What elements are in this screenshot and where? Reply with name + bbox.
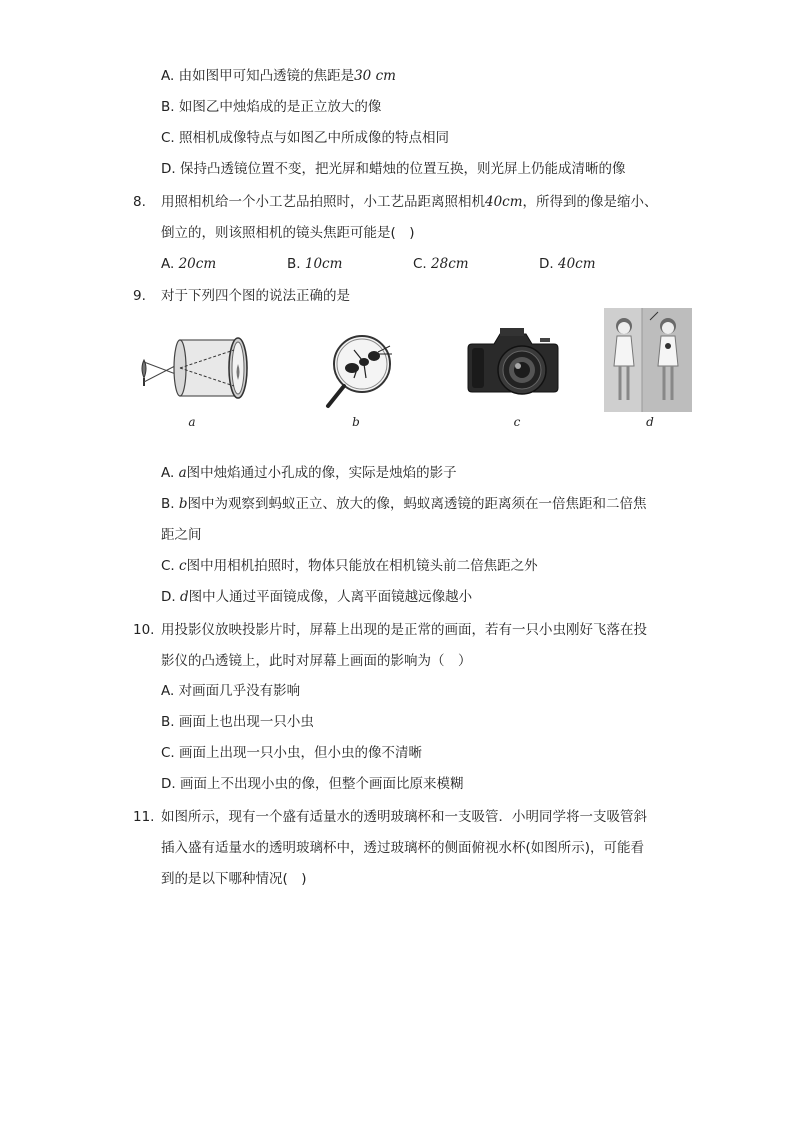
pinhole-camera-figure <box>134 328 256 406</box>
q9-option-a-text: 图中烛焰通过小孔成的像，实际是烛焰的影子 <box>186 465 457 481</box>
q10-number: 10. <box>133 622 155 638</box>
q9-option-d <box>161 587 472 607</box>
q8-distance-value: 40cm <box>485 194 523 210</box>
q8-option-a-label: A. <box>161 256 175 272</box>
figure-d-caption: d <box>646 415 654 429</box>
q8-stem-line2: 倒立的，则该照相机的镜头焦距可能是( ) <box>161 225 415 241</box>
q8-option-a-value: 20cm <box>178 256 217 272</box>
q8-stem-text: 用照相机给一个小工艺品拍照时，小工艺品距离照相机 <box>161 194 485 210</box>
q9-option-a-var: a <box>178 465 187 481</box>
camera-figure <box>466 322 560 398</box>
q9-option-a-label: A. <box>161 465 175 481</box>
q9-option-b-text: 图中为观察到蚂蚁正立、放大的像，蚂蚁离透镜的距离须在一倍焦距和二倍焦 <box>187 496 647 512</box>
q7-option-a <box>161 66 396 86</box>
q9-option-a <box>161 463 457 483</box>
q10-option-b: B. 画面上也出现一只小虫 <box>161 714 314 730</box>
q10-option-c: C. 画面上出现一只小虫，但小虫的像不清晰 <box>161 745 423 761</box>
q9-option-b <box>161 494 647 514</box>
q8-stem-text-end: ，所得到的像是缩小、 <box>522 194 658 210</box>
q8-option-b-label: B. <box>287 256 301 272</box>
q11-stem-line2: 插入盛有适量水的透明玻璃杯中，透过玻璃杯的侧面俯视水杯(如图所示)，可能看 <box>161 840 645 856</box>
magnifier-ant-figure <box>318 328 404 412</box>
q8-option-d-label: D. <box>539 256 554 272</box>
q9-option-d-label: D. <box>161 589 176 605</box>
q10-option-d: D. 画面上不出现小虫的像，但整个画面比原来模糊 <box>161 776 464 792</box>
figure-b-caption: b <box>352 415 360 429</box>
q8-option-d <box>539 254 596 274</box>
q11-stem-line1: 如图所示，现有一个盛有适量水的透明玻璃杯和一支吸管．小明同学将一支吸管斜 <box>161 809 647 825</box>
q9-option-c-var: c <box>179 558 187 574</box>
q8-option-b <box>287 254 342 274</box>
q10-option-a: A. 对画面几乎没有影响 <box>161 683 301 699</box>
figure-a-caption: a <box>188 415 196 429</box>
q9-option-d-var: d <box>179 589 189 605</box>
figure-c-caption: c <box>513 415 521 429</box>
q8-option-d-value: 40cm <box>557 256 596 272</box>
q10-stem-line1: 用投影仪放映投影片时，屏幕上出现的是正常的画面，若有一只小虫刚好飞落在投 <box>161 622 647 638</box>
q9-option-b-cont: 距之间 <box>161 527 202 543</box>
q11-stem-line3: 到的是以下哪种情况( ) <box>161 871 307 887</box>
q8-option-c-value: 28cm <box>431 256 469 272</box>
q8-option-b-value: 10cm <box>304 256 343 272</box>
q7-option-c: C. 照相机成像特点与如图乙中所成像的特点相同 <box>161 130 450 146</box>
q8-number: 8. <box>133 194 146 210</box>
q7-option-a-text: A. 由如图甲可知凸透镜的焦距是 <box>161 68 355 84</box>
q7-option-d: D. 保持凸透镜位置不变，把光屏和蜡烛的位置互换，则光屏上仍能成清晰的像 <box>161 161 626 177</box>
q9-option-c-label: C. <box>161 558 175 574</box>
q8-option-c-label: C. <box>413 256 427 272</box>
q7-option-b: B. 如图乙中烛焰成的是正立放大的像 <box>161 99 382 115</box>
q8-stem-line1 <box>161 192 658 212</box>
q9-option-b-label: B. <box>161 496 175 512</box>
q9-option-c-text: 图中用相机拍照时，物体只能放在相机镜头前二倍焦距之外 <box>186 558 538 574</box>
mirror-girls-figure <box>604 308 692 412</box>
q8-option-a <box>161 254 216 274</box>
q9-option-c <box>161 556 538 576</box>
q9-option-b-var: b <box>178 496 188 512</box>
q7-option-a-value: 30 cm <box>354 68 396 84</box>
q9-option-d-text: 图中人通过平面镜成像，人离平面镜越远像越小 <box>188 589 473 605</box>
q11-number: 11. <box>133 809 155 825</box>
q9-number: 9. <box>133 288 146 304</box>
q9-stem: 对于下列四个图的说法正确的是 <box>161 288 350 304</box>
q8-option-c <box>413 254 469 274</box>
q10-stem-line2: 影仪的凸透镜上，此时对屏幕上画面的影响为（ ） <box>161 653 472 669</box>
